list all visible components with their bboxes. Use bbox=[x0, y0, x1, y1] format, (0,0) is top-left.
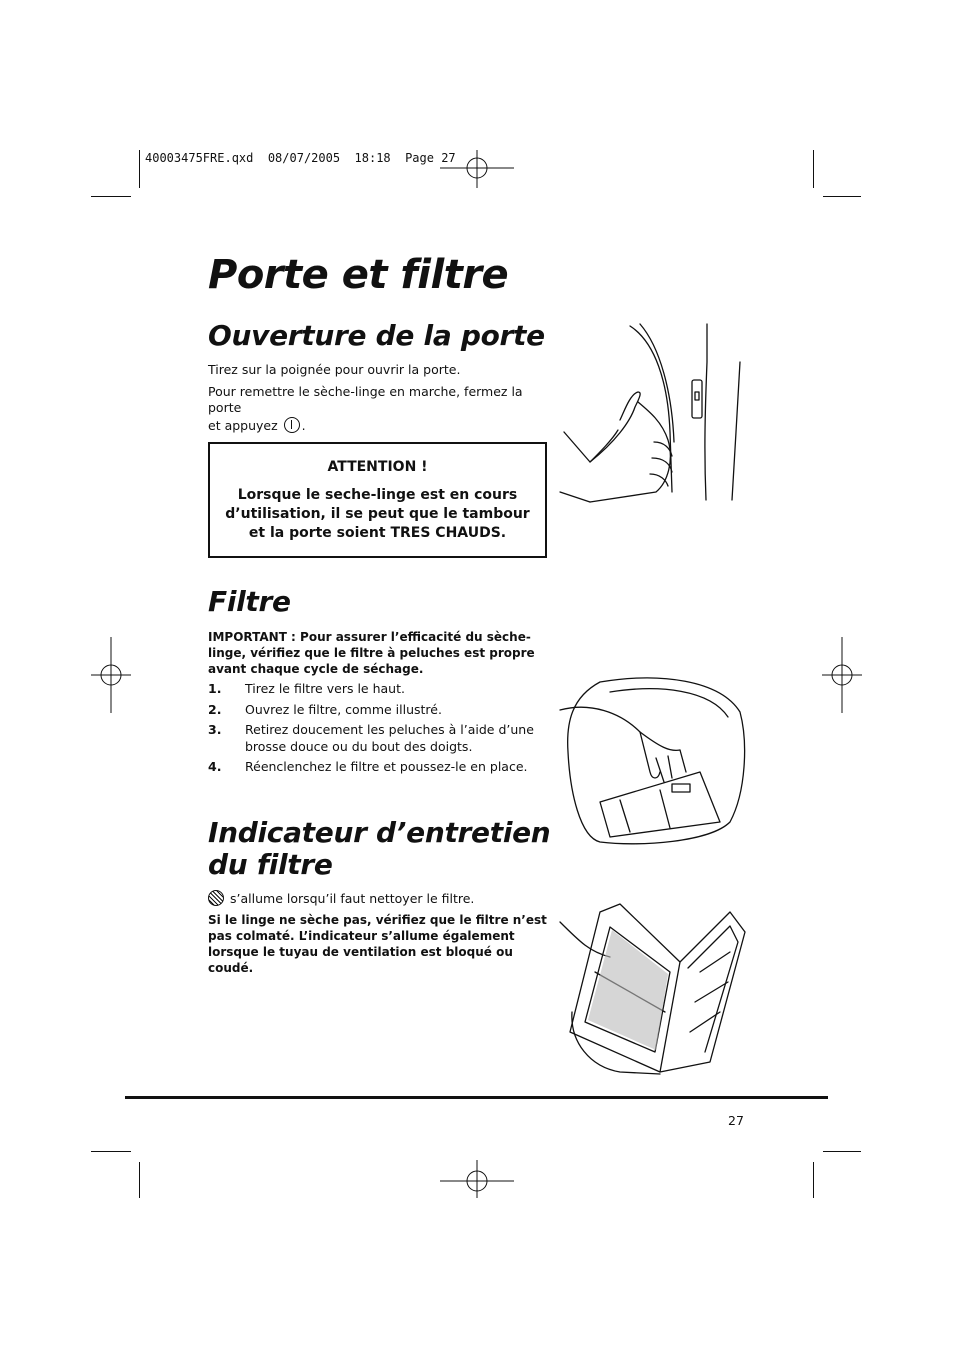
filter-indicator-icon bbox=[208, 890, 224, 906]
page-number: 27 bbox=[728, 1113, 744, 1128]
indicator-content bbox=[208, 890, 553, 976]
bottom-rule bbox=[125, 1096, 828, 1099]
filter-steps bbox=[208, 681, 553, 776]
filter-heading: Filtre bbox=[208, 585, 291, 618]
door-heading: Ouverture de la porte bbox=[208, 319, 545, 352]
filter-content bbox=[208, 629, 553, 780]
power-icon bbox=[284, 417, 300, 433]
door-p1: Tirez sur la poignée pour ouvrir la porte. bbox=[208, 362, 461, 377]
door-p2-line2 bbox=[208, 417, 553, 435]
file-slug: 40003475FRE.qxd 08/07/2005 18:18 Page 27 bbox=[145, 151, 456, 165]
door-p2-after: . bbox=[301, 417, 306, 433]
indicator-bold: Si le linge ne sèche pas, vérifiez que le filtre n’est pas colmaté. L’indicateur s’allume également lorsque le tuyau de ventilation est bloqué ou coudé. bbox=[208, 912, 547, 975]
door-hand-illustration bbox=[560, 322, 750, 502]
door-p2-line1: Pour remettre le sèche-linge en marche, fermez la porte bbox=[208, 383, 523, 415]
page-title: Porte et filtre bbox=[208, 252, 509, 298]
indicator-line1: s’allume lorsqu’il faut nettoyer le filtre. bbox=[208, 890, 553, 908]
indicator-heading: Indicateur d’entretien du filtre bbox=[208, 816, 551, 881]
warning-box bbox=[208, 442, 547, 558]
list-item: 2. Ouvrez le filtre, comme illustré. bbox=[208, 701, 442, 717]
warning-title: ATTENTION ! bbox=[327, 459, 428, 475]
filter-open-illustration bbox=[560, 902, 750, 1082]
door-p2-before: et appuyez bbox=[208, 417, 278, 433]
filter-pull-illustration bbox=[560, 672, 750, 852]
list-item: 4. Réenclenchez le filtre et poussez-le en place. bbox=[208, 759, 528, 774]
list-item: 3. Retirez doucement les peluches à l’aide d’une brosse douce ou du bout des doigts. bbox=[208, 722, 534, 754]
filter-important: IMPORTANT : Pour assurer l’efficacité du sèche-linge, vérifiez que le filtre à peluches est propre avant chaque cycle de séchage. bbox=[208, 630, 535, 676]
door-text bbox=[208, 362, 553, 434]
list-item: 1. Tirez le filtre vers le haut. bbox=[208, 681, 405, 696]
warning-body: Lorsque le seche-linge est en cours d’utilisation, il se peut que le tambour et la porte soient TRES CHAUDS. bbox=[225, 487, 530, 541]
